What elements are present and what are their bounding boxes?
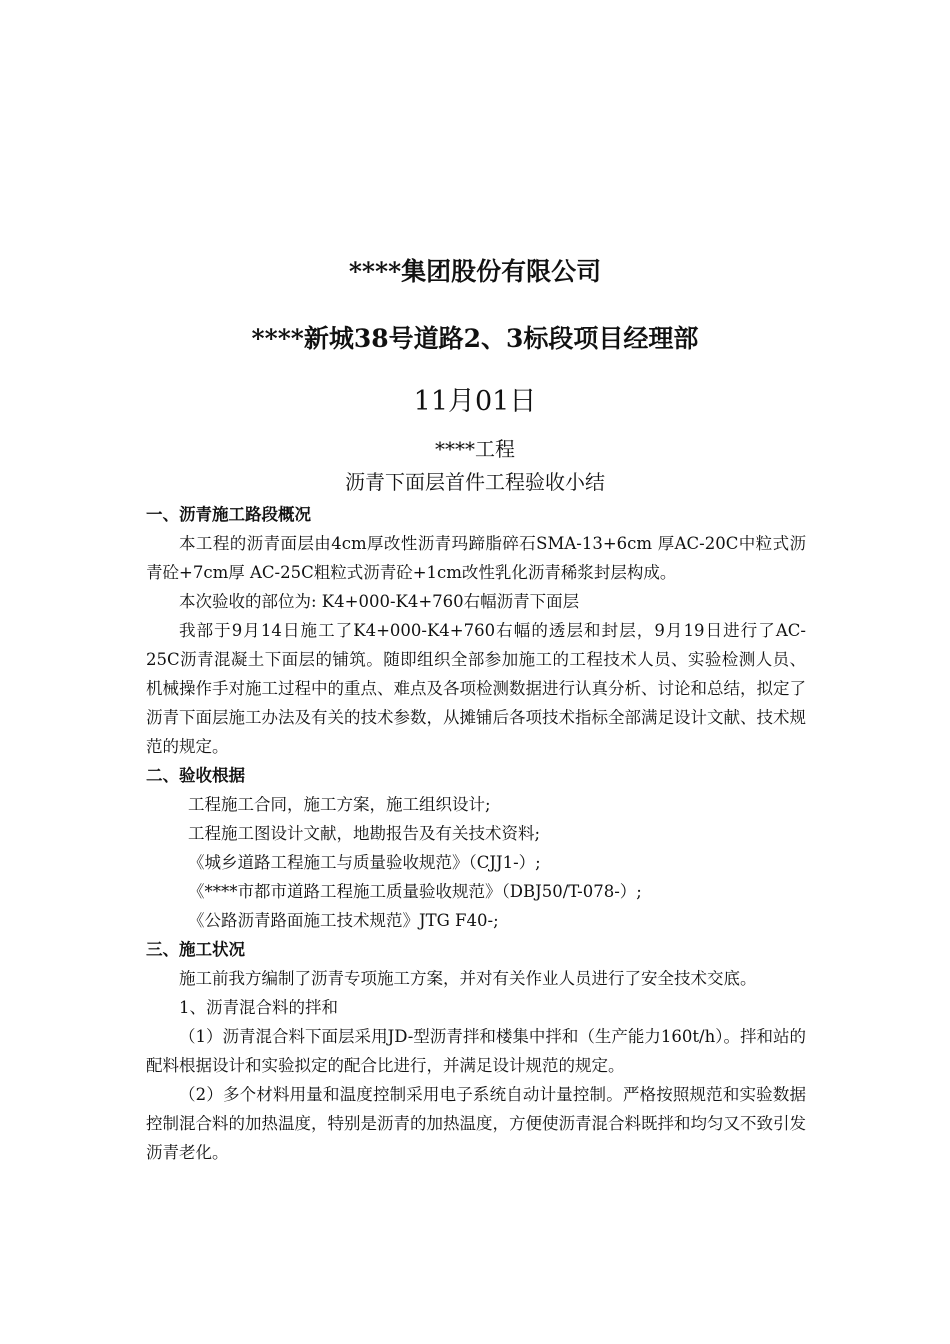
- paragraph: 本工程的沥青面层由4cm厚改性沥青玛蹄脂碎石SMA-13+6cm 厚AC-20C中粒式沥青砼+7cm厚 AC-25C粗粒式沥青砼+1cm改性乳化沥青稀浆封层构成。: [146, 534, 806, 582]
- list-item: 工程施工合同，施工方案，施工组织设计;: [188, 795, 491, 814]
- list-item: 《公路沥青路面施工技术规范》JTG F40-;: [188, 911, 499, 930]
- document-subtitle: 沥青下面层首件工程验收小结: [345, 470, 605, 494]
- list-item: 《城乡道路工程施工与质量验收规范》（CJJ1-）;: [188, 853, 541, 872]
- list-item: 《****市都市道路工程施工质量验收规范》（DBJ50/T-078-）;: [188, 882, 642, 901]
- section-heading-overview: 一、沥青施工路段概况: [146, 505, 311, 524]
- paragraph: （1）沥青混合料下面层采用JD-型沥青拌和楼集中拌和（生产能力160t/h）。拌和站的配料根据设计和实验拟定的配合比进行，并满足设计规范的规定。: [146, 1027, 806, 1075]
- paragraph: （2）多个材料用量和温度控制采用电子系统自动计量控制。严格按照规范和实验数据控制混合料的加热温度，特别是沥青的加热温度，方便使沥青混合料既拌和均匀又不致引发沥青老化。: [146, 1085, 806, 1162]
- section-heading-construction: 三、施工状况: [146, 940, 245, 959]
- cover-date: 11月01日: [413, 386, 537, 417]
- section-heading-basis: 二、验收根据: [146, 766, 245, 785]
- company-name: ****集团股份有限公司: [348, 257, 602, 286]
- paragraph: 我部于9月14日施工了K4+000-K4+760右幅的透层和封层，9月19日进行了AC-25C沥青混凝土下面层的铺筑。随即组织全部参加施工的工程技术人员、实验检测人员、机械操作手对施工过程中的重点、难点及各项检测数据进行认真分析、讨论和总结，拟定了沥青下面层施工办法及有关的技术参数，从摊铺后各项技术指标全部满足设计文献、技术规范的规定。: [146, 621, 806, 756]
- project-title: ****工程: [435, 437, 515, 461]
- paragraph: 施工前我方编制了沥青专项施工方案，并对有关作业人员进行了安全技术交底。: [179, 969, 757, 988]
- department-name: ****新城38号道路2、3标段项目经理部: [251, 324, 699, 353]
- subheading: 1、沥青混合料的拌和: [179, 998, 338, 1017]
- paragraph: 本次验收的部位为: K4+000-K4+760右幅沥青下面层: [179, 592, 580, 611]
- list-item: 工程施工图设计文献，地勘报告及有关技术资料;: [188, 824, 541, 843]
- document-body: [146, 500, 806, 1167]
